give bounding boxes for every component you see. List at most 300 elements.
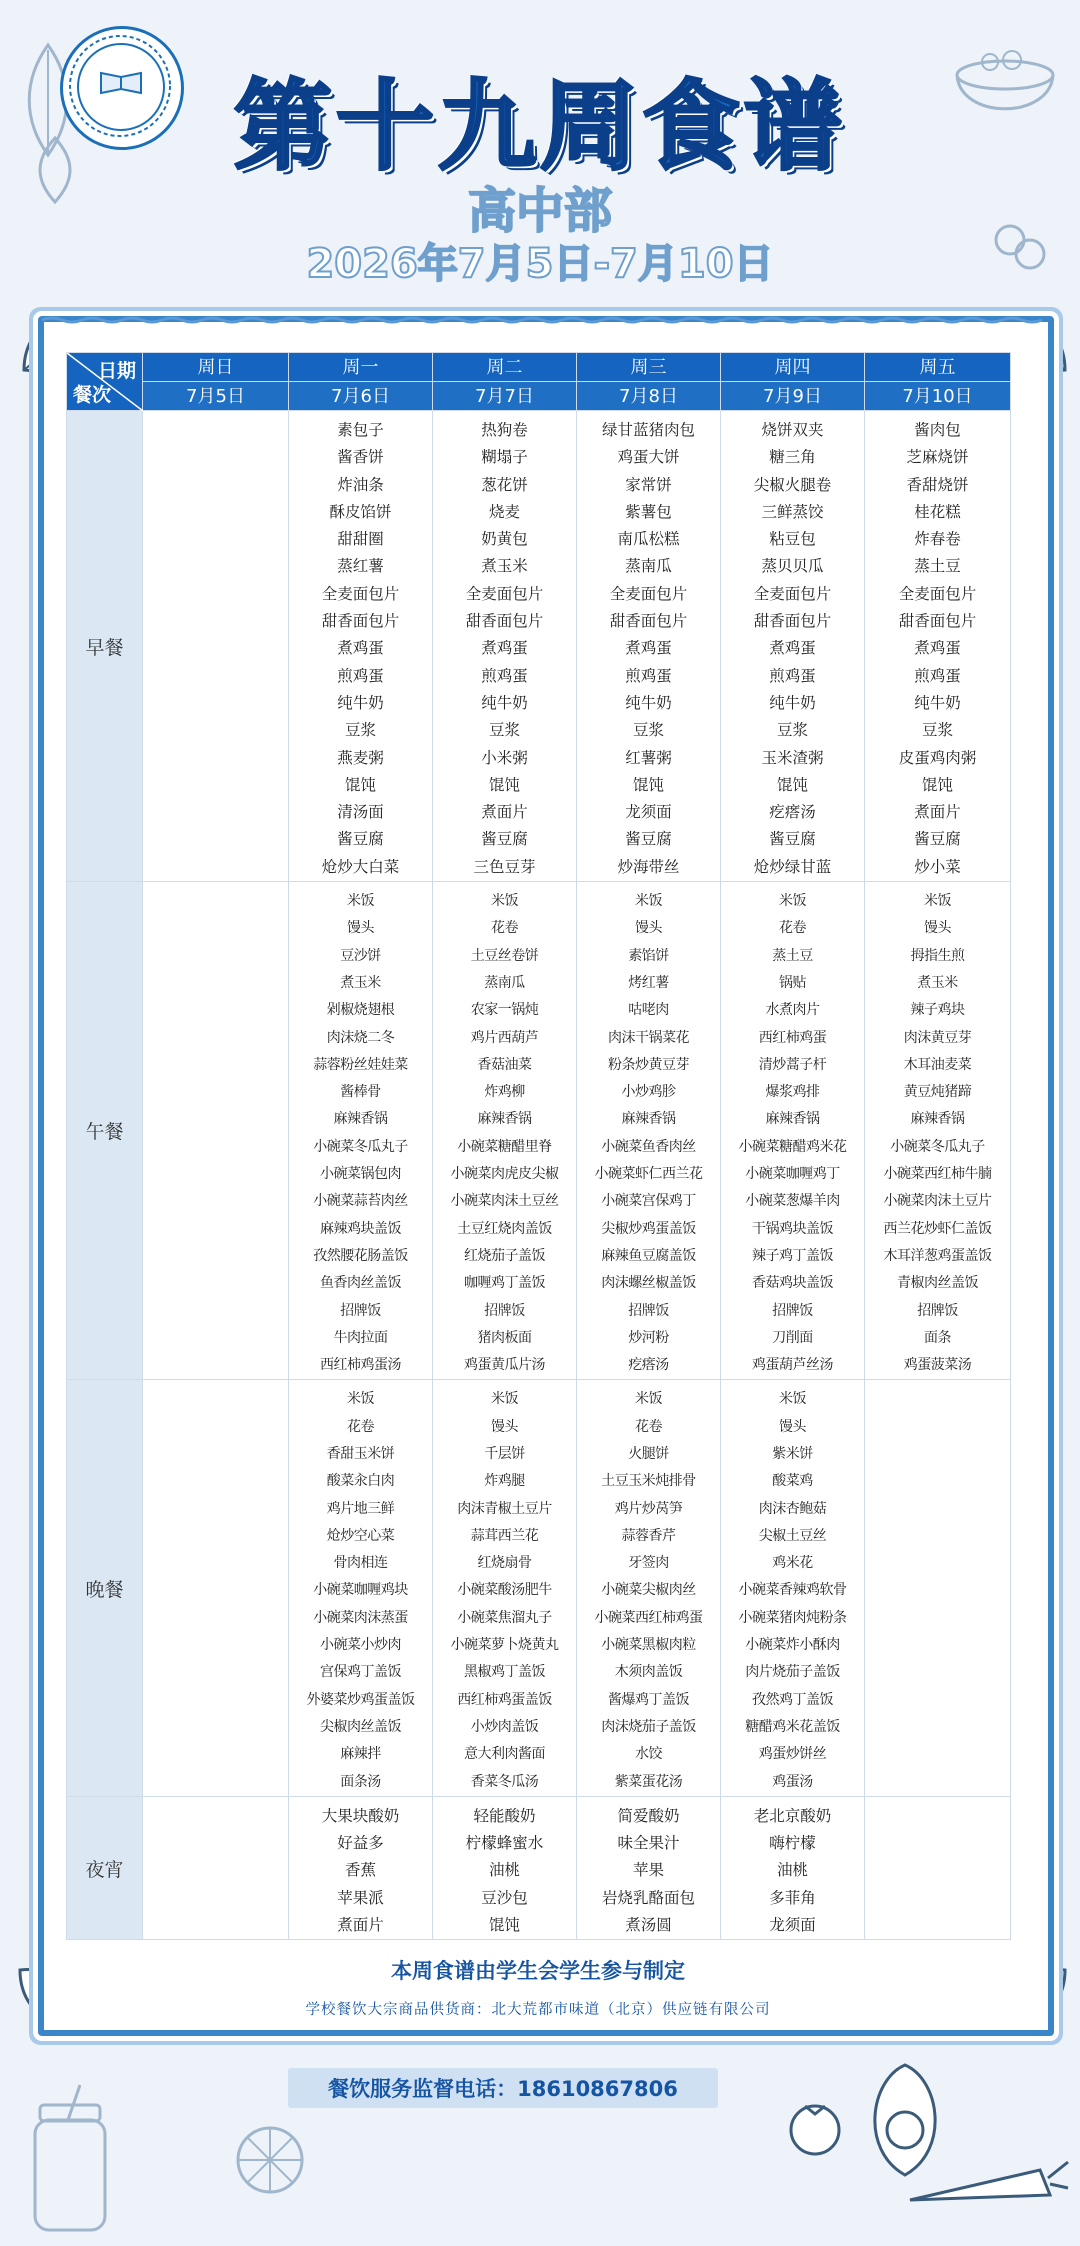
dish-item: 咖喱鸡丁盖饭	[464, 1275, 545, 1292]
dish-item: 小碗菜鱼香肉丝	[601, 1138, 696, 1155]
dish-item: 小碗菜咖喱鸡块	[313, 1582, 408, 1599]
dish-item: 蒜蓉香芹	[621, 1527, 676, 1544]
tomato-icon	[780, 2090, 850, 2160]
dish-item: 煮玉米	[917, 974, 958, 991]
dish-item: 鸡蛋炒饼丝	[758, 1746, 827, 1763]
dish-item: 炝炒空心菜	[326, 1527, 395, 1544]
dish-item: 苹果	[632, 1861, 664, 1880]
menu-cell	[865, 411, 1011, 882]
dish-item: 煮鸡蛋	[914, 639, 961, 658]
dish-item: 烤红薯	[628, 974, 669, 991]
dish-item: 小碗菜咖喱鸡丁	[745, 1166, 840, 1183]
menu-cell	[865, 1796, 1011, 1939]
dish-item: 油桃	[488, 1861, 520, 1880]
dish-item: 馄饨	[344, 775, 376, 794]
menu-note: 本周食谱由学生会学生参与制定	[391, 1959, 685, 1983]
dish-item: 小碗菜酸汤肥牛	[457, 1582, 552, 1599]
dish-item: 煮鸡蛋	[337, 639, 384, 658]
dish-item: 奶黄包	[481, 530, 528, 549]
dish-item: 花卷	[491, 920, 518, 937]
dish-item: 肉沫烧茄子盖饭	[601, 1718, 696, 1735]
dish-item: 甜香面包片	[465, 612, 544, 631]
dish-item: 炸鸡柳	[484, 1084, 525, 1101]
dish-item: 甜香面包片	[321, 612, 400, 631]
dish-item: 豆浆	[776, 721, 808, 740]
dish-item: 宫保鸡丁盖饭	[320, 1664, 401, 1681]
dish-item: 煮面片	[914, 803, 961, 822]
dish-item: 馒头	[491, 1418, 518, 1435]
meal-row	[67, 1796, 1011, 1939]
dish-item: 小碗菜葱爆羊肉	[745, 1193, 840, 1210]
dish-item: 好益多	[337, 1834, 384, 1853]
dish-item: 酥皮馅饼	[329, 502, 392, 521]
dish-item: 西兰花炒虾仁盖饭	[883, 1220, 992, 1237]
dish-item: 小碗菜肉沫蒸蛋	[313, 1609, 408, 1626]
date-header: 7月8日	[577, 382, 721, 411]
dish-item: 柠檬蜂蜜水	[465, 1834, 544, 1853]
dish-item: 水煮肉片	[765, 1002, 820, 1019]
dish-item: 馄饨	[488, 775, 520, 794]
corner-meal-label: 餐次	[73, 384, 112, 406]
dish-item: 火腿饼	[628, 1445, 669, 1462]
dish-item: 岩烧乳酪面包	[601, 1888, 695, 1907]
dish-item: 米饭	[779, 1391, 806, 1408]
dish-item: 小碗菜香辣鸡软骨	[738, 1582, 847, 1599]
dish-item: 纯牛奶	[769, 693, 816, 712]
dish-item: 孜然腰花肠盖饭	[313, 1247, 408, 1264]
dish-item: 猪肉板面	[477, 1329, 532, 1346]
dish-item: 清汤面	[337, 803, 384, 822]
table-corner-header	[67, 353, 143, 411]
menu-cell	[721, 1380, 865, 1796]
lemon-slice-icon	[230, 2120, 310, 2200]
dish-item: 小炒肉盖饭	[470, 1718, 539, 1735]
dish-item: 鸡片西葫芦	[470, 1029, 539, 1046]
dish-item: 红烧茄子盖饭	[464, 1247, 545, 1264]
dish-item: 黄豆炖猪蹄	[903, 1084, 972, 1101]
dish-item: 牙签肉	[628, 1555, 669, 1572]
dish-item: 麻辣香锅	[910, 1111, 965, 1128]
dish-item: 甜甜圈	[337, 530, 384, 549]
dish-item: 小碗菜蒜苔肉丝	[313, 1193, 408, 1210]
dish-item: 葱花饼	[481, 475, 528, 494]
dish-item: 辣子鸡丁盖饭	[752, 1247, 833, 1264]
dish-item: 外婆菜炒鸡蛋盖饭	[306, 1691, 415, 1708]
menu-cell	[577, 411, 721, 882]
dish-item: 蒸南瓜	[625, 557, 672, 576]
dish-item: 尖椒火腿卷	[753, 475, 832, 494]
menu-cell	[433, 1796, 577, 1939]
dish-item: 煮鸡蛋	[769, 639, 816, 658]
dish-item: 煎鸡蛋	[625, 666, 672, 685]
dish-item: 香蕉	[344, 1861, 376, 1880]
dish-item: 全麦面包片	[898, 584, 977, 603]
dish-item: 酱豆腐	[625, 830, 672, 849]
dish-item: 辣子鸡块	[910, 1002, 965, 1019]
dish-item: 面条汤	[340, 1773, 381, 1790]
date-range: 2026年7月5日-7月10日	[306, 241, 774, 287]
dish-item: 麻辣鸡块盖饭	[320, 1220, 401, 1237]
dish-item: 馄饨	[921, 775, 953, 794]
dish-item: 小碗菜肉沫土豆丝	[450, 1193, 559, 1210]
dish-item: 肉沫干锅菜花	[608, 1029, 689, 1046]
meal-label: 晚餐	[67, 1380, 143, 1796]
dish-item: 蒜茸西兰花	[470, 1527, 539, 1544]
dish-item: 土豆丝卷饼	[470, 947, 539, 964]
dish-item: 肉沫烧二冬	[326, 1029, 395, 1046]
meal-label: 早餐	[67, 411, 143, 882]
dish-item: 煮玉米	[481, 557, 528, 576]
day-header: 周一	[289, 353, 433, 382]
hotline-text: 餐饮服务监督电话：18610867806	[328, 2077, 678, 2101]
dish-item: 烧麦	[488, 502, 520, 521]
dish-item: 紫薯包	[625, 502, 672, 521]
dish-item: 小碗菜萝卜烧黄丸	[450, 1637, 559, 1654]
dish-item: 纯牛奶	[625, 693, 672, 712]
dish-item: 简爱酸奶	[617, 1806, 680, 1825]
dish-item: 酱豆腐	[481, 830, 528, 849]
dish-item: 蒜蓉粉丝娃娃菜	[313, 1056, 408, 1073]
dish-item: 招牌饭	[628, 1302, 669, 1319]
dish-item: 老北京酸奶	[753, 1806, 832, 1825]
dish-item: 肉沫螺丝椒盖饭	[601, 1275, 696, 1292]
dish-item: 鸡米花	[772, 1555, 813, 1572]
page-title: 第十九周食谱	[233, 70, 846, 184]
dish-item: 烧饼双夹	[761, 421, 824, 439]
day-header: 周日	[143, 353, 289, 382]
supplier-line: 学校餐饮大宗商品供货商：北大荒都市味道（北京）供应链有限公司	[305, 2002, 771, 2018]
dish-item: 甜香面包片	[753, 612, 832, 631]
dish-item: 肉沫杏鲍菇	[758, 1500, 827, 1517]
dish-item: 香菇油菜	[477, 1056, 532, 1073]
dish-item: 青椒肉丝盖饭	[897, 1275, 978, 1292]
menu-cell	[143, 411, 289, 882]
dish-item: 米饭	[491, 893, 518, 910]
menu-cell	[721, 411, 865, 882]
dish-item: 农家一锅炖	[470, 1002, 539, 1019]
dish-item: 皮蛋鸡肉粥	[898, 748, 977, 767]
dish-item: 紫菜蛋花汤	[614, 1773, 683, 1790]
dish-item: 三鲜蒸饺	[761, 502, 824, 521]
date-header: 7月10日	[865, 382, 1011, 411]
dish-item: 麻辣香锅	[621, 1111, 676, 1128]
dish-item: 素馅饼	[628, 947, 669, 964]
dish-item: 疙瘩汤	[628, 1357, 669, 1374]
dish-item: 嗨柠檬	[769, 1834, 816, 1853]
dish-item: 龙须面	[625, 803, 672, 822]
dish-item: 蒸南瓜	[484, 974, 525, 991]
dish-item: 纯牛奶	[337, 693, 384, 712]
dish-item: 红烧扇骨	[477, 1555, 532, 1572]
dish-item: 香菜冬瓜汤	[470, 1773, 539, 1790]
dish-item: 家常饼	[625, 475, 672, 494]
dish-item: 木须肉盖饭	[614, 1664, 683, 1681]
menu-cell	[143, 882, 289, 1380]
dish-item: 全麦面包片	[321, 584, 400, 603]
dish-item: 豆浆	[488, 721, 520, 740]
dish-item: 红薯粥	[625, 748, 672, 767]
day-header: 周五	[865, 353, 1011, 382]
dish-item: 糖醋鸡米花盖饭	[745, 1718, 840, 1735]
dish-item: 酱香饼	[337, 448, 384, 467]
dish-item: 小碗菜炸小酥肉	[745, 1637, 840, 1654]
dish-item: 小碗菜西红柿牛腩	[883, 1166, 992, 1183]
dish-item: 千层饼	[484, 1445, 525, 1462]
meal-row	[67, 882, 1011, 1380]
dish-item: 煎鸡蛋	[914, 666, 961, 685]
dish-item: 鸡蛋黄瓜片汤	[464, 1357, 545, 1374]
dish-item: 小碗菜锅包肉	[320, 1166, 401, 1183]
dish-item: 酱肉包	[914, 421, 961, 439]
dish-item: 全麦面包片	[753, 584, 832, 603]
dish-item: 味全果汁	[617, 1834, 680, 1853]
dish-item: 煮玉米	[340, 974, 381, 991]
carrot-icon	[900, 2150, 1070, 2220]
meal-label: 午餐	[67, 882, 143, 1380]
dish-item: 糖三角	[769, 448, 816, 467]
dish-item: 油桃	[776, 1861, 808, 1880]
dish-item: 多菲角	[769, 1888, 816, 1907]
date-header: 7月6日	[289, 382, 433, 411]
dish-item: 小碗菜焦溜丸子	[457, 1609, 552, 1626]
dish-item: 粘豆包	[769, 530, 816, 549]
dish-item: 炸鸡腿	[484, 1473, 525, 1490]
dish-item: 西红柿鸡蛋盖饭	[457, 1691, 552, 1708]
dish-item: 花卷	[779, 920, 806, 937]
dish-item: 煎鸡蛋	[481, 666, 528, 685]
meal-label: 夜宵	[67, 1796, 143, 1939]
dish-item: 小碗菜冬瓜丸子	[890, 1138, 985, 1155]
menu-cell	[289, 882, 433, 1380]
dish-item: 炝炒绿甘蓝	[753, 857, 832, 876]
dish-item: 孜然鸡丁盖饭	[752, 1691, 833, 1708]
dish-item: 招牌饭	[917, 1302, 958, 1319]
menu-cell	[433, 1380, 577, 1796]
menu-cell	[865, 882, 1011, 1380]
dish-item: 甜香面包片	[898, 612, 977, 631]
dish-item: 鱼香肉丝盖饭	[320, 1275, 401, 1292]
dish-item: 干锅鸡块盖饭	[752, 1220, 833, 1237]
dish-item: 炸春卷	[914, 530, 961, 549]
dish-item: 龙须面	[769, 1916, 816, 1935]
dish-item: 煎鸡蛋	[337, 666, 384, 685]
dish-item: 麻辣鱼豆腐盖饭	[601, 1247, 696, 1264]
dish-item: 大果块酸奶	[321, 1806, 400, 1825]
menu-cell	[289, 1380, 433, 1796]
dish-item: 芝麻烧饼	[906, 448, 969, 467]
dish-item: 小碗菜糖醋里脊	[457, 1138, 552, 1155]
dish-item: 麻辣拌	[340, 1746, 381, 1763]
dish-item: 甜香面包片	[609, 612, 688, 631]
dish-item: 馒头	[779, 1418, 806, 1435]
dish-item: 小碗菜黑椒肉粒	[601, 1637, 696, 1654]
dish-item: 麻辣香锅	[333, 1111, 388, 1128]
dish-item: 紫米饼	[772, 1445, 813, 1462]
dish-item: 小碗菜猪肉炖粉条	[738, 1609, 847, 1626]
dish-item: 肉片烧茄子盖饭	[745, 1664, 840, 1681]
day-header: 周三	[577, 353, 721, 382]
dish-item: 爆浆鸡排	[765, 1084, 820, 1101]
menu-cell	[721, 882, 865, 1380]
dish-item: 酸菜汆白肉	[326, 1473, 395, 1490]
dish-item: 小碗菜冬瓜丸子	[313, 1138, 408, 1155]
dish-item: 燕麦粥	[337, 748, 384, 767]
dish-item: 酱豆腐	[769, 830, 816, 849]
dish-item: 鸡片地三鲜	[326, 1500, 395, 1517]
dish-item: 木耳洋葱鸡蛋盖饭	[883, 1247, 992, 1264]
dish-item: 豆浆	[921, 721, 953, 740]
dish-item: 煮面片	[337, 1916, 384, 1935]
dish-item: 意大利肉酱面	[464, 1746, 545, 1763]
dish-item: 鸡蛋汤	[772, 1773, 813, 1790]
dish-item: 馄饨	[776, 775, 808, 794]
hotline-box	[288, 2068, 718, 2108]
dish-item: 小碗菜糖醋鸡米花	[738, 1138, 847, 1155]
dish-item: 酱棒骨	[340, 1084, 381, 1101]
date-header: 7月7日	[433, 382, 577, 411]
dish-item: 米饭	[924, 893, 951, 910]
dish-item: 骨肉相连	[333, 1555, 388, 1572]
menu-cell	[865, 1380, 1011, 1796]
dish-item: 米饭	[347, 1391, 374, 1408]
dish-item: 麻辣香锅	[765, 1111, 820, 1128]
dish-item: 土豆红烧肉盖饭	[457, 1220, 552, 1237]
meal-row	[67, 411, 1011, 882]
menu-cell	[433, 882, 577, 1380]
dish-item: 疙瘩汤	[769, 803, 816, 822]
dish-item: 招牌饭	[772, 1302, 813, 1319]
dish-item: 招牌饭	[340, 1302, 381, 1319]
dish-item: 鸡蛋葫芦丝汤	[752, 1357, 833, 1374]
dish-item: 咕咾肉	[628, 1002, 669, 1019]
dish-item: 酸菜鸡	[772, 1473, 813, 1490]
dish-item: 黑椒鸡丁盖饭	[464, 1664, 545, 1681]
dish-item: 土豆玉米炖排骨	[601, 1473, 696, 1490]
dish-item: 豆沙饼	[340, 947, 381, 964]
dish-item: 花卷	[635, 1418, 662, 1435]
dish-item: 素包子	[337, 421, 384, 439]
dish-item: 尖椒肉丝盖饭	[320, 1718, 401, 1735]
menu-cell	[289, 411, 433, 882]
dish-item: 米饭	[347, 893, 374, 910]
dish-item: 豆沙包	[481, 1888, 528, 1907]
dish-item: 苹果派	[337, 1888, 384, 1907]
dish-item: 牛肉拉面	[333, 1329, 388, 1346]
dish-item: 香甜玉米饼	[326, 1445, 395, 1462]
meal-row	[67, 1380, 1011, 1796]
dish-item: 炒河粉	[628, 1329, 669, 1346]
dish-item: 蒸土豆	[914, 557, 961, 576]
dish-item: 馒头	[347, 920, 374, 937]
menu-cell	[289, 1796, 433, 1939]
dish-item: 米饭	[491, 1391, 518, 1408]
dish-item: 小碗菜虾仁西兰花	[594, 1166, 703, 1183]
dish-item: 蒸红薯	[337, 557, 384, 576]
dish-item: 小碗菜宫保鸡丁	[601, 1193, 696, 1210]
dish-item: 小碗菜尖椒肉丝	[601, 1582, 696, 1599]
dish-item: 尖椒土豆丝	[758, 1527, 827, 1544]
dish-item: 鸡蛋大饼	[617, 448, 680, 467]
dish-item: 鸡片炒莴笋	[614, 1500, 683, 1517]
dish-item: 全麦面包片	[609, 584, 688, 603]
menu-cell	[577, 882, 721, 1380]
dish-item: 小碗菜西红柿鸡蛋	[594, 1609, 703, 1626]
dish-item: 刀削面	[772, 1329, 813, 1346]
dish-item: 南瓜松糕	[617, 530, 680, 549]
menu-cell	[143, 1380, 289, 1796]
dish-item: 桂花糕	[914, 502, 961, 521]
dish-item: 蒸土豆	[772, 947, 813, 964]
menu-cell	[143, 1796, 289, 1939]
dish-item: 酱爆鸡丁盖饭	[608, 1691, 689, 1708]
dish-item: 三色豆芽	[473, 857, 536, 876]
dish-item: 绿甘蓝猪肉包	[601, 421, 695, 439]
menu-table	[66, 352, 1011, 1940]
dish-item: 酱豆腐	[337, 830, 384, 849]
dish-item: 水饺	[635, 1746, 662, 1763]
dish-item: 纯牛奶	[481, 693, 528, 712]
dish-item: 尖椒炒鸡蛋盖饭	[601, 1220, 696, 1237]
dish-item: 米饭	[635, 1391, 662, 1408]
dish-item: 面条	[924, 1329, 951, 1346]
dish-item: 豆浆	[632, 721, 664, 740]
dish-item: 炒小菜	[914, 857, 961, 876]
dish-item: 米饭	[635, 893, 662, 910]
dish-item: 粉条炒黄豆芽	[608, 1056, 689, 1073]
dish-item: 锅贴	[779, 974, 806, 991]
dish-item: 玉米渣粥	[761, 748, 824, 767]
dish-item: 小米粥	[481, 748, 528, 767]
dish-item: 煮鸡蛋	[481, 639, 528, 658]
menu-cell	[721, 1796, 865, 1939]
dish-item: 香菇鸡块盖饭	[752, 1275, 833, 1292]
dish-item: 煮鸡蛋	[625, 639, 672, 658]
dish-item: 豆浆	[344, 721, 376, 740]
dish-item: 轻能酸奶	[473, 1806, 536, 1825]
dish-item: 西红柿鸡蛋汤	[320, 1357, 401, 1374]
dish-item: 米饭	[779, 893, 806, 910]
menu-cell	[577, 1380, 721, 1796]
menu-cell	[433, 411, 577, 882]
corner-date-label: 日期	[97, 360, 136, 382]
dish-item: 清炒蒿子杆	[758, 1056, 827, 1073]
dish-item: 煮汤圆	[625, 1916, 672, 1935]
dish-item: 花卷	[347, 1418, 374, 1435]
dish-item: 馒头	[924, 920, 951, 937]
dish-item: 西红柿鸡蛋	[758, 1029, 827, 1046]
menu-cell	[577, 1796, 721, 1939]
dish-item: 鸡蛋菠菜汤	[903, 1357, 972, 1374]
dish-item: 小碗菜肉虎皮尖椒	[450, 1166, 559, 1183]
dish-item: 酱豆腐	[914, 830, 961, 849]
dish-item: 煎鸡蛋	[769, 666, 816, 685]
dish-item: 麻辣香锅	[477, 1111, 532, 1128]
day-header: 周四	[721, 353, 865, 382]
dish-item: 煮面片	[481, 803, 528, 822]
dish-item: 木耳油麦菜	[903, 1056, 972, 1073]
dish-item: 馄饨	[488, 1916, 520, 1935]
dish-item: 肉沫青椒土豆片	[457, 1500, 552, 1517]
juice-jar-icon	[20, 2080, 120, 2240]
dish-item: 小炒鸡胗	[621, 1084, 676, 1101]
dish-item: 炸油条	[337, 475, 384, 494]
dish-item: 糊塌子	[481, 448, 528, 467]
dish-item: 炒海带丝	[617, 857, 680, 876]
dish-item: 香甜烧饼	[906, 475, 969, 494]
menu-body	[67, 411, 1011, 1940]
dish-item: 小碗菜肉沫土豆片	[883, 1193, 992, 1210]
dish-item: 小碗菜小炒肉	[320, 1637, 401, 1654]
